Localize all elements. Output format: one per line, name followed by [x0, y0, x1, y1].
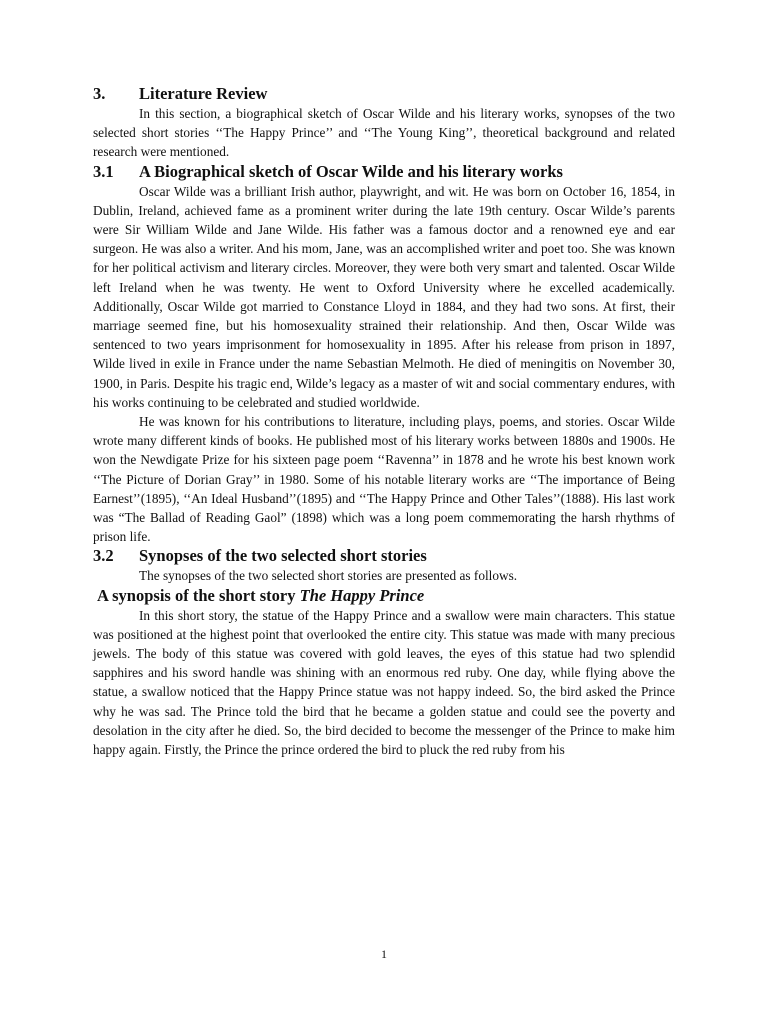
biography-paragraph-1: Oscar Wilde was a brilliant Irish author, playwright, and wit. He was born on October 16, 1854, in Dublin, Ireland, achieved fame as a prominent writer during the late 19th century. Oscar Wilde’s parents were Sir William Wilde and Jane Wilde. His father was a famous doctor and a renowned eye and ear surgeon. He was also a writer. And his mom, Jane, was an accomplished writer and poet too. She was known for her political activism and literary circles. Moreover, they were both very smart and talented. Oscar Wilde left Ireland when he was twenty. He went to Oxford University where he excelled academically. Additionally, Oscar Wilde got married to Constance Lloyd in 1884, and they had two sons. At first, their marriage seemed fine, but his homosexuality strained their relationship. And then, Oscar Wilde was sentenced to two years imprisonment for homosexuality in 1895. After his release from prison in 1897, Wilde lived in exile in France under the name Sebastian Melmoth. He died of meningitis on November 30, 1900, in Paris. Despite his tragic end, Wilde’s legacy as a master of wit and social commentary endures, with his works continuing to be celebrated and studied worldwide.: [93, 183, 675, 410]
section-number: 3.2: [93, 546, 114, 566]
page-number: 1: [381, 947, 387, 961]
section-title: Literature Review: [139, 84, 268, 103]
synopsis-heading-happy-prince: [97, 586, 675, 606]
section-title: Synopses of the two selected short stories: [139, 546, 427, 566]
section-heading-3-2: [93, 546, 675, 566]
document-page: [93, 84, 675, 759]
section-heading-3-1: [93, 162, 675, 182]
section-number: 3.1: [93, 161, 114, 181]
section-number: 3.: [93, 84, 106, 103]
synopsis-title-prefix: A synopsis of the short story: [97, 585, 300, 605]
section-intro-paragraph: In this section, a biographical sketch of Oscar Wilde and his literary works, synopses of the two selected short stories ‘‘The Happy Prince’’ and ‘‘The Young King’’, theoretical background and related research were mentioned.: [93, 106, 675, 160]
section-heading-3: [93, 84, 675, 104]
synopses-intro-paragraph: The synopses of the two selected short stories are presented as follows.: [139, 568, 518, 584]
synopsis-title-italic: The Happy Prince: [299, 585, 425, 605]
section-title: A Biographical sketch of Oscar Wilde and his literary works: [139, 161, 563, 181]
biography-paragraph-2: He was known for his contributions to literature, including plays, poems, and stories. Oscar Wilde wrote many different kinds of books. He published most of his literary works between 1880s and 1900s. He won the Newdigate Prize for his sixteen page poem ‘‘Ravenna’’ in 1878 and he wrote his best known work ‘‘The Picture of Dorian Gray’’ in 1980. Some of his notable literary works are ‘‘The importance of Being Earnest’’(1895), ‘‘An Ideal Husband’’(1895) and ‘‘The Happy Prince and Other Tales’’(1888). His last work was “The Ballad of Reading Gaol” (1898) which was a long poem commemorating the harsh rhythms of prison life.: [93, 414, 675, 545]
synopsis-paragraph: In this short story, the statue of the Happy Prince and a swallow were main characters. This statue was positioned at the highest point that overlooked the entire city. This statue was made with many precious jewels. The body of this statue was covered with gold leaves, the eyes of this statue had two splendid sapphires and his sword handle was shining with an enormous red ruby. One day, while flying above the statue, a swallow noticed that the Happy Prince statue was not happy indeed. So, the bird asked the Prince why he was sad. The Prince told the bird that he became a golden statue and could see the poverty and desolation in the city after he died. So, the bird decided to become the messenger of the Prince to make him happy again. Firstly, the Prince the prince ordered the bird to pluck the red ruby from his: [93, 607, 675, 758]
